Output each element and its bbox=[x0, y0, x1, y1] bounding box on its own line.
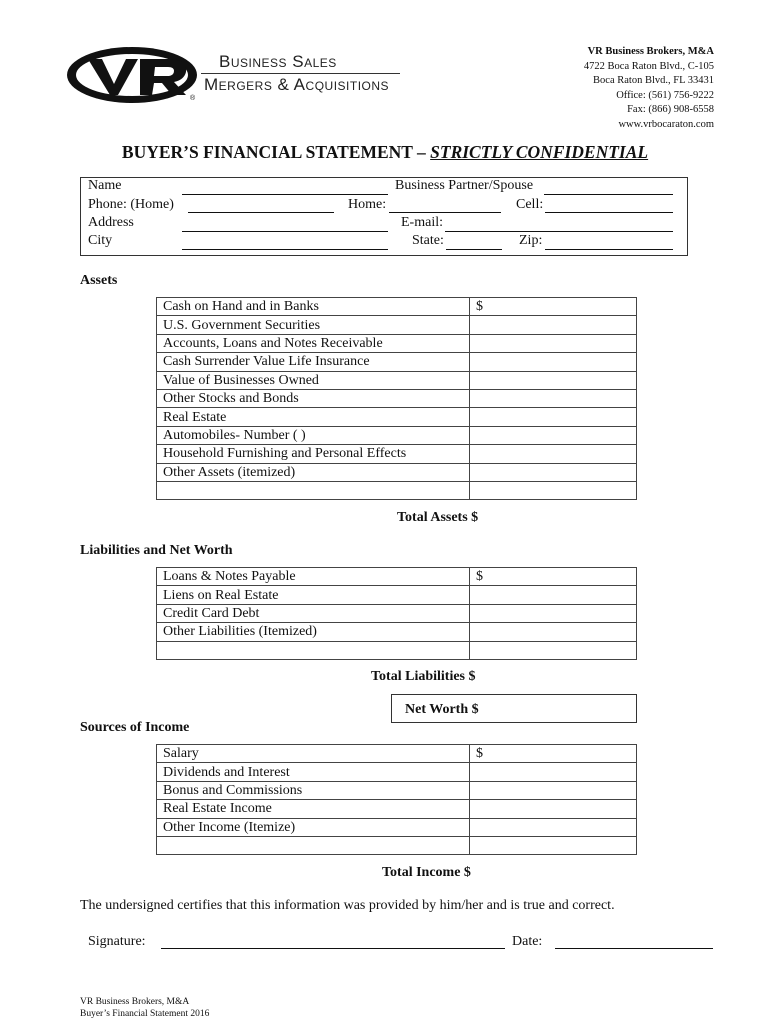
income-row bbox=[157, 800, 637, 818]
asset-row-label: Other Stocks and Bonds bbox=[157, 389, 470, 407]
email-field[interactable] bbox=[445, 231, 673, 232]
asset-row-label bbox=[157, 481, 470, 499]
total-income-label: Total Income $ bbox=[382, 865, 471, 880]
footer bbox=[80, 996, 209, 1020]
liabilities-heading: Liabilities and Net Worth bbox=[80, 543, 233, 558]
asset-row bbox=[157, 316, 637, 334]
asset-row-label: Accounts, Loans and Notes Receivable bbox=[157, 334, 470, 352]
asset-row-value[interactable] bbox=[470, 481, 637, 499]
certification-text: The undersigned certifies that this information was provided by him/her and is true and correct. bbox=[80, 898, 615, 913]
cell-field[interactable] bbox=[545, 212, 673, 213]
asset-row-value[interactable] bbox=[470, 463, 637, 481]
asset-row-value[interactable] bbox=[470, 353, 637, 371]
liability-row-value[interactable] bbox=[470, 604, 637, 622]
home-label: Home: bbox=[348, 197, 387, 212]
email-label: E-mail: bbox=[401, 215, 443, 230]
name-label: Name bbox=[88, 178, 122, 193]
address-label: Address bbox=[88, 215, 134, 230]
income-row-value[interactable]: $ bbox=[470, 745, 637, 763]
asset-row-value[interactable] bbox=[470, 426, 637, 444]
cell-label: Cell: bbox=[516, 197, 544, 212]
liability-row-value[interactable]: $ bbox=[470, 568, 637, 586]
zip-field[interactable] bbox=[545, 249, 673, 250]
asset-row-label: Household Furnishing and Personal Effects bbox=[157, 445, 470, 463]
liability-row bbox=[157, 641, 637, 659]
title-confidential: STRICTLY CONFIDENTIAL bbox=[430, 142, 649, 162]
income-row bbox=[157, 818, 637, 836]
city-field[interactable] bbox=[182, 249, 388, 250]
income-row-label: Real Estate Income bbox=[157, 800, 470, 818]
asset-row-value[interactable] bbox=[470, 408, 637, 426]
footer-line-2: Buyer’s Financial Statement 2016 bbox=[80, 1009, 210, 1019]
asset-row-label: Cash on Hand and in Banks bbox=[157, 298, 470, 316]
svg-text:®: ® bbox=[190, 95, 196, 102]
liabilities-table bbox=[156, 567, 637, 660]
liability-row-value[interactable] bbox=[470, 586, 637, 604]
footer-line-1: VR Business Brokers, M&A bbox=[80, 997, 190, 1007]
asset-row-label: Other Assets (itemized) bbox=[157, 463, 470, 481]
income-row bbox=[157, 836, 637, 854]
asset-row-value[interactable] bbox=[470, 445, 637, 463]
income-row-value[interactable] bbox=[470, 781, 637, 799]
total-assets-label: Total Assets $ bbox=[397, 510, 479, 525]
asset-row-value[interactable] bbox=[470, 389, 637, 407]
total-liabilities-label: Total Liabilities $ bbox=[371, 669, 476, 684]
company-fax: Fax: (866) 908-6558 bbox=[627, 104, 714, 115]
income-row-value[interactable] bbox=[470, 800, 637, 818]
assets-table bbox=[156, 297, 637, 500]
income-row bbox=[157, 781, 637, 799]
liability-row bbox=[157, 586, 637, 604]
asset-row-label: U.S. Government Securities bbox=[157, 316, 470, 334]
asset-row-value[interactable] bbox=[470, 334, 637, 352]
phone-home-label: Phone: (Home) bbox=[88, 197, 174, 212]
state-label: State: bbox=[412, 233, 444, 248]
assets-heading: Assets bbox=[80, 273, 118, 288]
company-name: VR Business Brokers, M&A bbox=[587, 46, 714, 57]
company-website: www.vrbocaraton.com bbox=[618, 118, 714, 130]
logo-line-1: Business Sales bbox=[219, 52, 337, 71]
liability-row bbox=[157, 568, 637, 586]
company-office-phone: Office: (561) 756-9222 bbox=[616, 89, 714, 101]
income-row-value[interactable] bbox=[470, 763, 637, 781]
liability-row-label: Other Liabilities (Itemized) bbox=[157, 623, 470, 641]
state-field[interactable] bbox=[446, 249, 502, 250]
date-label: Date: bbox=[512, 934, 543, 949]
asset-row-value[interactable] bbox=[470, 371, 637, 389]
zip-label: Zip: bbox=[519, 233, 543, 248]
asset-row bbox=[157, 481, 637, 499]
asset-row bbox=[157, 298, 637, 316]
asset-row bbox=[157, 463, 637, 481]
net-worth-box: Net Worth $ bbox=[391, 694, 637, 723]
company-address-1: 4722 Boca Raton Blvd., C-105 bbox=[583, 60, 714, 72]
liability-row-value[interactable] bbox=[470, 641, 637, 659]
income-row-value[interactable] bbox=[470, 818, 637, 836]
asset-row-label: Cash Surrender Value Life Insurance bbox=[157, 353, 470, 371]
asset-row bbox=[157, 408, 637, 426]
asset-row bbox=[157, 371, 637, 389]
asset-row bbox=[157, 389, 637, 407]
income-row-label bbox=[157, 836, 470, 854]
liability-row bbox=[157, 604, 637, 622]
asset-row bbox=[157, 445, 637, 463]
income-table bbox=[156, 744, 637, 855]
address-field[interactable] bbox=[182, 231, 388, 232]
income-row-label: Dividends and Interest bbox=[157, 763, 470, 781]
liability-row-label bbox=[157, 641, 470, 659]
liability-row-label: Liens on Real Estate bbox=[157, 586, 470, 604]
asset-row bbox=[157, 353, 637, 371]
income-row-label: Other Income (Itemize) bbox=[157, 818, 470, 836]
signature-field[interactable] bbox=[161, 948, 505, 949]
buyer-info-box bbox=[80, 177, 688, 256]
income-row-label: Bonus and Commissions bbox=[157, 781, 470, 799]
home-phone-field[interactable] bbox=[389, 212, 501, 213]
signature-label: Signature: bbox=[88, 934, 146, 949]
name-field[interactable] bbox=[182, 194, 388, 195]
asset-row-label: Automobiles- Number ( ) bbox=[157, 426, 470, 444]
asset-row bbox=[157, 334, 637, 352]
liability-row-label: Loans & Notes Payable bbox=[157, 568, 470, 586]
company-address-2: Boca Raton Blvd., FL 33431 bbox=[593, 75, 714, 86]
income-row bbox=[157, 763, 637, 781]
logo-line-2: Mergers & Acquisitions bbox=[204, 75, 390, 94]
phone-home-field[interactable] bbox=[188, 212, 334, 213]
income-row bbox=[157, 745, 637, 763]
vr-logo-mark bbox=[66, 44, 206, 106]
company-logo bbox=[66, 44, 400, 106]
liability-row bbox=[157, 623, 637, 641]
income-row-value[interactable] bbox=[470, 836, 637, 854]
asset-row-value[interactable]: $ bbox=[470, 298, 637, 316]
liability-row-label: Credit Card Debt bbox=[157, 604, 470, 622]
income-row-label: Salary bbox=[157, 745, 470, 763]
logo-divider bbox=[201, 73, 400, 74]
city-label: City bbox=[88, 233, 113, 248]
liability-row-value[interactable] bbox=[470, 623, 637, 641]
company-contact bbox=[494, 45, 714, 132]
date-field[interactable] bbox=[555, 948, 713, 949]
asset-row-label: Real Estate bbox=[157, 408, 470, 426]
title-main: BUYER’S FINANCIAL STATEMENT – bbox=[121, 142, 431, 162]
partner-field[interactable] bbox=[544, 194, 673, 195]
asset-row-value[interactable] bbox=[470, 316, 637, 334]
asset-row bbox=[157, 426, 637, 444]
page-title bbox=[0, 142, 770, 163]
partner-label: Business Partner/Spouse bbox=[395, 178, 534, 193]
income-heading: Sources of Income bbox=[80, 720, 190, 735]
asset-row-label: Value of Businesses Owned bbox=[157, 371, 470, 389]
